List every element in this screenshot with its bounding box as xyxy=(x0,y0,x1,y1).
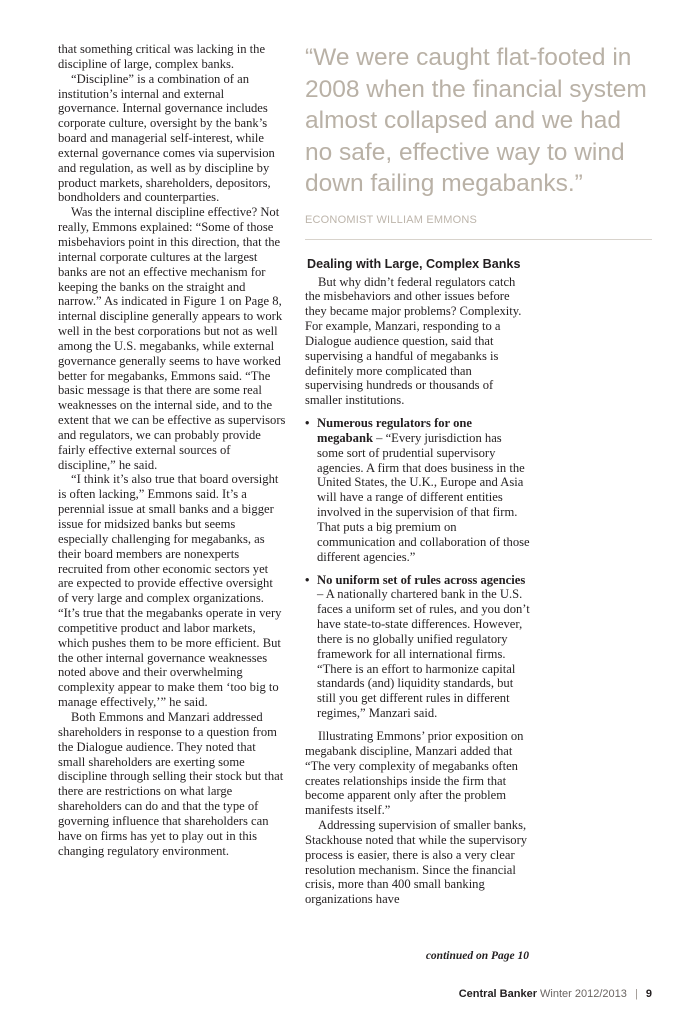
left-paragraph-4: “I think it’s also true that board oversight is often lacking,” Emmons said. It’s a perennial issue at small banks and a bigger issue for midsized banks but seems especially challenging for megabanks, as their board members are nonexperts recruited from other economic sectors yet are expected to provide effective oversight of very large and complex organizations. “It’s true that the megabanks operate in very competitive product and labor markets, which pushes them to be more efficient. But the other internal governance weaknesses noted above and their overwhelming complexity appear to make them ‘too big to manage effectively,’” he said. xyxy=(58,472,282,710)
publication-name: Central Banker xyxy=(458,988,537,1000)
left-paragraph-1: that something critical was lacking in the discipline of large, complex banks. xyxy=(58,42,266,71)
left-paragraph-5: Both Emmons and Manzari addressed shareholders in response to a question from the Dialogue audience. They noted that small shareholders are exerting some discipline through selling their stock but that there are restrictions on what large shareholders can do and that the type of governing influence that shareholders can have on firms has yet to play out in this changing regulatory environment. xyxy=(58,709,284,858)
bullet-item xyxy=(305,416,531,564)
pull-quote-attribution: ECONOMIST WILLIAM EMMONS xyxy=(305,213,478,226)
bullet-title: Numerous regulators for one megabank xyxy=(317,416,472,445)
section-body xyxy=(305,275,531,908)
left-column xyxy=(58,42,286,858)
footer-separator: | xyxy=(634,988,638,1000)
left-paragraph-3: Was the internal discipline effective? Not really, Emmons explained: “Some of those misbehaviors point in this direction, that the internal corporate cultures at the largest banks are not an effective mechanism for keeping the banks on the straight and narrow.” As indicated in Figure 1 on Page 8, internal discipline generally appears to work well in the best corporations but not as well among the U.S. megabanks, while external governance generally seems to have worked better for megabanks, Emmons said. “The basic message is that there are some real weaknesses on the internal side, and to the extent that we can be effective as supervisors and regulators, we can probably provide fairly effective external sources of discipline,” he said. xyxy=(58,205,286,472)
page-number: 9 xyxy=(645,988,652,1000)
right-column xyxy=(305,42,652,907)
bullet-list xyxy=(305,416,531,721)
bullet-item xyxy=(305,573,531,721)
issue-date: Winter 2012/2013 xyxy=(540,988,627,1000)
section-intro: But why didn’t federal regulators catch the misbehaviors and other issues before they became major problems? Complexity. For example, Manzari, responding to a Dialogue audience question, said that supervising a handful of megabanks is definitely more complicated than supervising hundreds or thousands of smaller institutions. xyxy=(305,274,522,408)
bullet-text: – A nationally chartered bank in the U.S. faces a uniform set of rules, and you don’t have state-to-state differences. However, there is no globally unified regulatory framework for all international firms. “There is an effort to harmonize capital standards (and) liquidity standards, but still you get different rules in different regimes,” Manzari said. xyxy=(317,587,530,721)
bullet-title: No uniform set of rules across agencies xyxy=(317,572,526,587)
section-heading: Dealing with Large, Complex Banks xyxy=(307,256,521,271)
continued-note: continued on Page 10 xyxy=(425,950,529,962)
bullet-text: – “Every jurisdiction has some sort of prudential supervisory agencies. A firm that does business in the United States, the U.K., Europe and Asia will have a range of different entities involved in the supervision of that firm. That puts a big premium on communication and collaboration of those different agencies.” xyxy=(317,430,530,564)
left-paragraph-2: “Discipline” is a combination of an institution’s internal and external governance. Internal governance includes corporate culture, oversight by the bank’s board and managerial self-interest, while external governance comes via supervision and regulation, as well as by discipline by product markets, shareholders, depositors, bondholders and counterparties. xyxy=(58,71,275,205)
pull-quote: “We were caught flat-footed in 2008 when the financial system almost collapsed and we had no safe, effective way to wind down failing megabanks.” xyxy=(305,44,647,197)
section-paragraph-1: Illustrating Emmons’ prior exposition on megabank discipline, Manzari added that “The very complexity of megabanks often creates relationships inside the firm that become apparent only after the problem manifests itself.” xyxy=(305,728,524,818)
page-footer xyxy=(459,988,652,1000)
divider xyxy=(305,239,652,240)
section-paragraph-2: Addressing supervision of smaller banks, Stackhouse noted that while the supervisory process is easier, there is also a very clear resolution mechanism. Since the financial crisis, more than 400 small banking organizations have xyxy=(305,818,528,907)
